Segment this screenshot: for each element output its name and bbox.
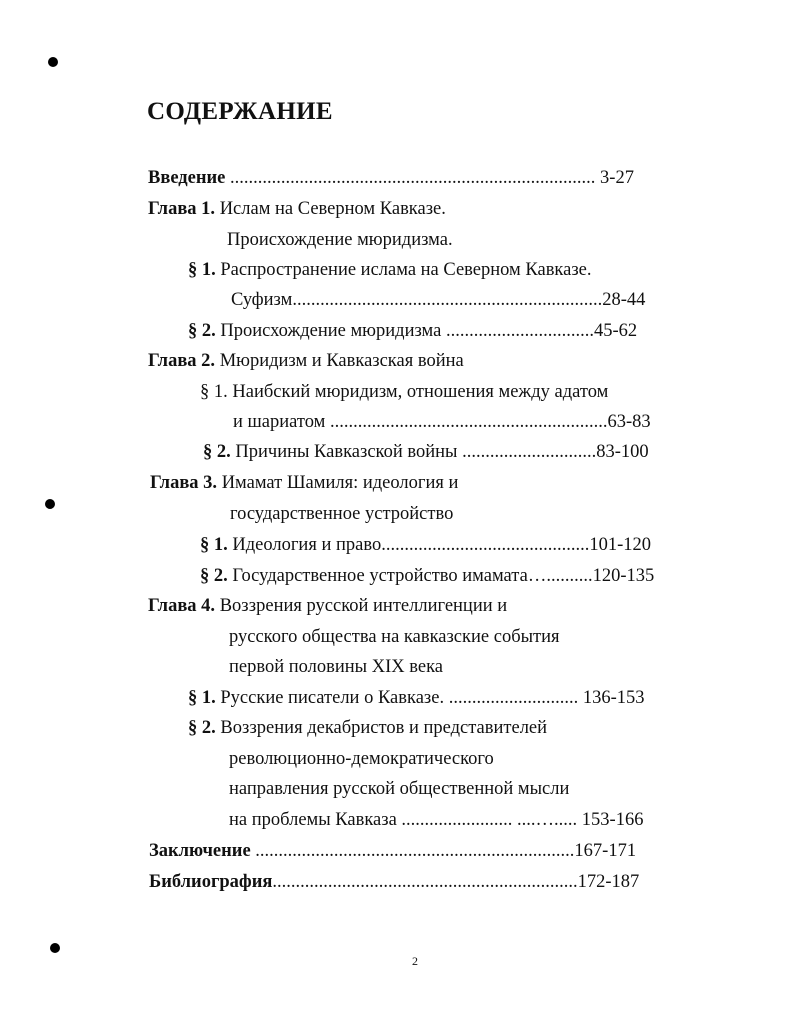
- toc-entry-intro[interactable]: [148, 166, 634, 190]
- toc-leader: ........................ ....….....: [401, 810, 578, 830]
- binder-hole-top: [48, 57, 58, 67]
- binder-hole-bottom: [50, 943, 60, 953]
- toc-entry-ch2-section-2[interactable]: [203, 440, 649, 464]
- toc-entry-ch3-section-2[interactable]: [200, 564, 654, 588]
- toc-mark: .: [447, 230, 453, 250]
- toc-page: 153-166: [577, 810, 644, 830]
- page-title: СОДЕРЖАНИЕ: [147, 98, 333, 125]
- toc-page: 28-44: [602, 290, 646, 310]
- toc-label: Глава 1.: [148, 199, 216, 219]
- toc-page: 136-153: [578, 688, 645, 708]
- toc-label: Введение: [148, 168, 226, 188]
- toc-entry-ch4-section-2-cont-2: [229, 777, 569, 801]
- toc-section-number: § 2.: [203, 442, 231, 462]
- toc-entry-chapter-1[interactable]: [148, 197, 446, 221]
- toc-text: Происхождение мюридизма: [215, 321, 446, 341]
- toc-leader: .............................: [462, 442, 597, 462]
- toc-page: 167-171: [574, 841, 637, 861]
- toc-label: Глава 3.: [150, 473, 218, 493]
- toc-section-number: § 1.: [188, 260, 216, 280]
- toc-text: Распространение ислама на Северном Кавказе.: [215, 260, 592, 280]
- toc-text: Воззрения декабристов и представителей: [215, 718, 548, 738]
- toc-text: Причины Кавказской войны: [230, 442, 463, 462]
- toc-section-number: § 2.: [200, 566, 228, 586]
- toc-section-number: § 1.: [188, 688, 216, 708]
- toc-entry-chapter-3[interactable]: [150, 471, 458, 495]
- toc-leader: ............................: [448, 688, 579, 708]
- toc-leader: …..........: [527, 566, 593, 586]
- toc-label: Заключение: [149, 841, 251, 861]
- toc-entry-chapter-4-cont-2: [229, 655, 443, 679]
- toc-text: Русские писатели о Кавказе.: [215, 688, 449, 708]
- toc-leader: ................................: [445, 321, 594, 341]
- toc-text: Мюридизм и Кавказская война: [215, 351, 464, 371]
- toc-page: 63-83: [607, 412, 651, 432]
- toc-entry-ch1-section-1[interactable]: [188, 258, 592, 282]
- toc-leader: ..................................................................: [272, 872, 578, 892]
- toc-label: Библиография: [149, 872, 273, 892]
- toc-text: Наибский мюридизм, отношения между адатом: [227, 382, 609, 402]
- toc-entry-ch4-section-1[interactable]: [188, 686, 645, 710]
- toc-text: направления русской общественной мысли: [229, 779, 570, 799]
- toc-entry-chapter-4-cont-1: [229, 625, 560, 649]
- toc-entry-ch1-section-1-cont[interactable]: [231, 288, 645, 312]
- toc-text: Суфизм: [231, 290, 293, 310]
- toc-text: Ислам на Северном Кавказе: [215, 199, 442, 219]
- toc-entry-chapter-4[interactable]: [148, 594, 507, 618]
- toc-entry-chapter-1-cont: [227, 228, 453, 252]
- toc-entry-ch4-section-2-cont-3[interactable]: [229, 808, 643, 832]
- toc-leader: .............................................: [381, 535, 590, 555]
- toc-section-number: § 1.: [200, 382, 228, 402]
- toc-entry-ch2-section-1[interactable]: [200, 380, 608, 404]
- toc-text: Происхождение мюридизма: [227, 230, 448, 250]
- toc-entry-ch4-section-2-cont-1: [229, 747, 494, 771]
- toc-label: Глава 4.: [148, 596, 216, 616]
- toc-entry-chapter-3-cont: [230, 502, 453, 526]
- toc-entry-ch4-section-2[interactable]: [188, 716, 547, 740]
- toc-text: Имамат Шамиля: идеология и: [217, 473, 459, 493]
- toc-label: Глава 2.: [148, 351, 216, 371]
- toc-page: 3-27: [600, 168, 634, 188]
- toc-page: 101-120: [589, 535, 652, 555]
- toc-text: русского общества на кавказские события: [229, 627, 560, 647]
- toc-page: 45-62: [593, 321, 638, 341]
- toc-entry-chapter-2[interactable]: [148, 349, 464, 373]
- toc-text: Идеология и право: [227, 535, 382, 555]
- toc-page: 83-100: [596, 442, 649, 462]
- toc-entry-ch3-section-1[interactable]: [200, 533, 651, 557]
- toc-leader: ...............................................................................: [225, 168, 596, 188]
- binder-hole-middle: [45, 499, 55, 509]
- toc-text: на проблемы Кавказа: [229, 810, 402, 830]
- toc-leader: ...................................................................: [292, 290, 603, 310]
- toc-mark: .: [441, 199, 446, 219]
- toc-page: 172-187: [577, 872, 640, 892]
- toc-text: и шариатом: [233, 412, 330, 432]
- toc-entry-conclusion[interactable]: [149, 839, 636, 863]
- toc-leader: .....................................................................: [250, 841, 575, 861]
- toc-entry-bibliography[interactable]: [149, 870, 639, 894]
- toc-section-number: § 1.: [200, 535, 228, 555]
- toc-text: Воззрения русской интеллигенции и: [215, 596, 508, 616]
- page-number: 2: [412, 954, 418, 968]
- toc-text: государственное устройство: [230, 504, 454, 524]
- toc-text: первой половины XIX века: [229, 657, 443, 677]
- toc-section-number: § 2.: [188, 718, 216, 738]
- toc-entry-ch2-section-1-cont[interactable]: [233, 410, 651, 434]
- toc-leader: ............................................................: [329, 412, 608, 432]
- toc-section-number: § 2.: [188, 321, 216, 341]
- toc-page: 120-135: [592, 566, 655, 586]
- toc-text: Государственное устройство имамата: [227, 566, 528, 586]
- toc-entry-ch1-section-2[interactable]: [188, 319, 637, 343]
- toc-text: революционно-демократического: [229, 749, 494, 769]
